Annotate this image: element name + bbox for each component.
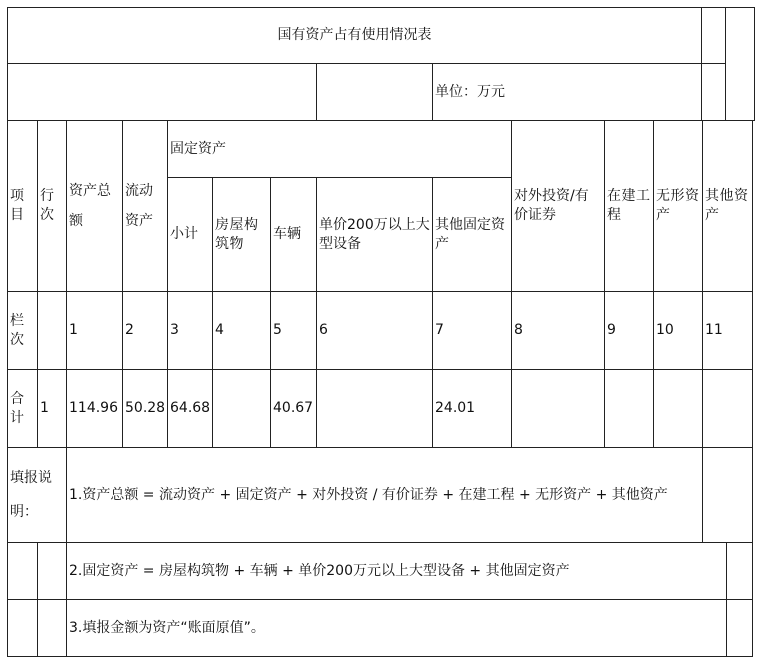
- header-intangible: 无形资产: [653, 120, 703, 292]
- other-fixed-value: 24.01: [432, 369, 512, 448]
- empty-cell: [702, 447, 753, 543]
- current-assets-value: 50.28: [122, 369, 168, 448]
- header-large-equipment: 单价200万以上大型设备: [316, 177, 433, 292]
- column-number: 10: [653, 291, 703, 370]
- note-1: 1.资产总额 = 流动资产 + 固定资产 + 对外投资 / 有价证券 + 在建工程 + 无形资产 + 其他资产: [66, 447, 703, 543]
- column-number: 5: [270, 291, 317, 370]
- header-subtotal: 小计: [167, 177, 213, 292]
- header-other-assets: 其他资产: [702, 120, 753, 292]
- header-other-fixed: 其他固定资产: [432, 177, 512, 292]
- empty-cell: [701, 7, 726, 64]
- total-row-label: 合计: [7, 369, 38, 448]
- column-number: 9: [604, 291, 654, 370]
- empty-cell: [316, 63, 433, 121]
- empty-cell: [726, 599, 753, 657]
- column-numbers-label: 栏次: [7, 291, 38, 370]
- subtotal-value: 64.68: [167, 369, 213, 448]
- header-total-assets: 资产总额: [66, 120, 123, 292]
- empty-cell: [7, 599, 38, 657]
- column-number: 7: [432, 291, 512, 370]
- header-buildings: 房屋构筑物: [212, 177, 271, 292]
- empty-cell: [7, 63, 317, 121]
- column-number: 1: [66, 291, 123, 370]
- notes-label: 填报说明：: [7, 447, 67, 543]
- construction-value: [604, 369, 654, 448]
- header-investment: 对外投资/有价证券: [511, 120, 605, 292]
- table-title: 国有资产占有使用情况表: [7, 7, 702, 64]
- column-number: 2: [122, 291, 168, 370]
- empty-cell: [725, 7, 755, 121]
- empty-cell: [37, 599, 67, 657]
- empty-cell: [701, 63, 726, 121]
- empty-cell: [726, 542, 753, 600]
- investment-value: [511, 369, 605, 448]
- total-assets-value: 114.96: [66, 369, 123, 448]
- note-3: 3.填报金额为资产“账面原值”。: [66, 599, 727, 657]
- total-row-no: 1: [37, 369, 67, 448]
- empty-cell: [7, 542, 38, 600]
- buildings-value: [212, 369, 271, 448]
- unit-label: 单位：万元: [432, 63, 702, 121]
- empty-cell: [37, 542, 67, 600]
- note-2: 2.固定资产 = 房屋构筑物 + 车辆 + 单价200万元以上大型设备 + 其他固定资产: [66, 542, 727, 600]
- column-number: 3: [167, 291, 213, 370]
- large-equipment-value: [316, 369, 433, 448]
- column-number: 4: [212, 291, 271, 370]
- other-assets-value: [702, 369, 753, 448]
- column-number: 6: [316, 291, 433, 370]
- header-row-no: 行次: [37, 120, 67, 292]
- header-item: 项目: [7, 120, 38, 292]
- header-construction: 在建工程: [604, 120, 654, 292]
- header-vehicles: 车辆: [270, 177, 317, 292]
- header-fixed-assets: 固定资产: [167, 120, 512, 178]
- vehicles-value: 40.67: [270, 369, 317, 448]
- intangible-value: [653, 369, 703, 448]
- empty-cell: [37, 291, 67, 370]
- column-number: 8: [511, 291, 605, 370]
- column-number: 11: [702, 291, 753, 370]
- header-current-assets: 流动资产: [122, 120, 168, 292]
